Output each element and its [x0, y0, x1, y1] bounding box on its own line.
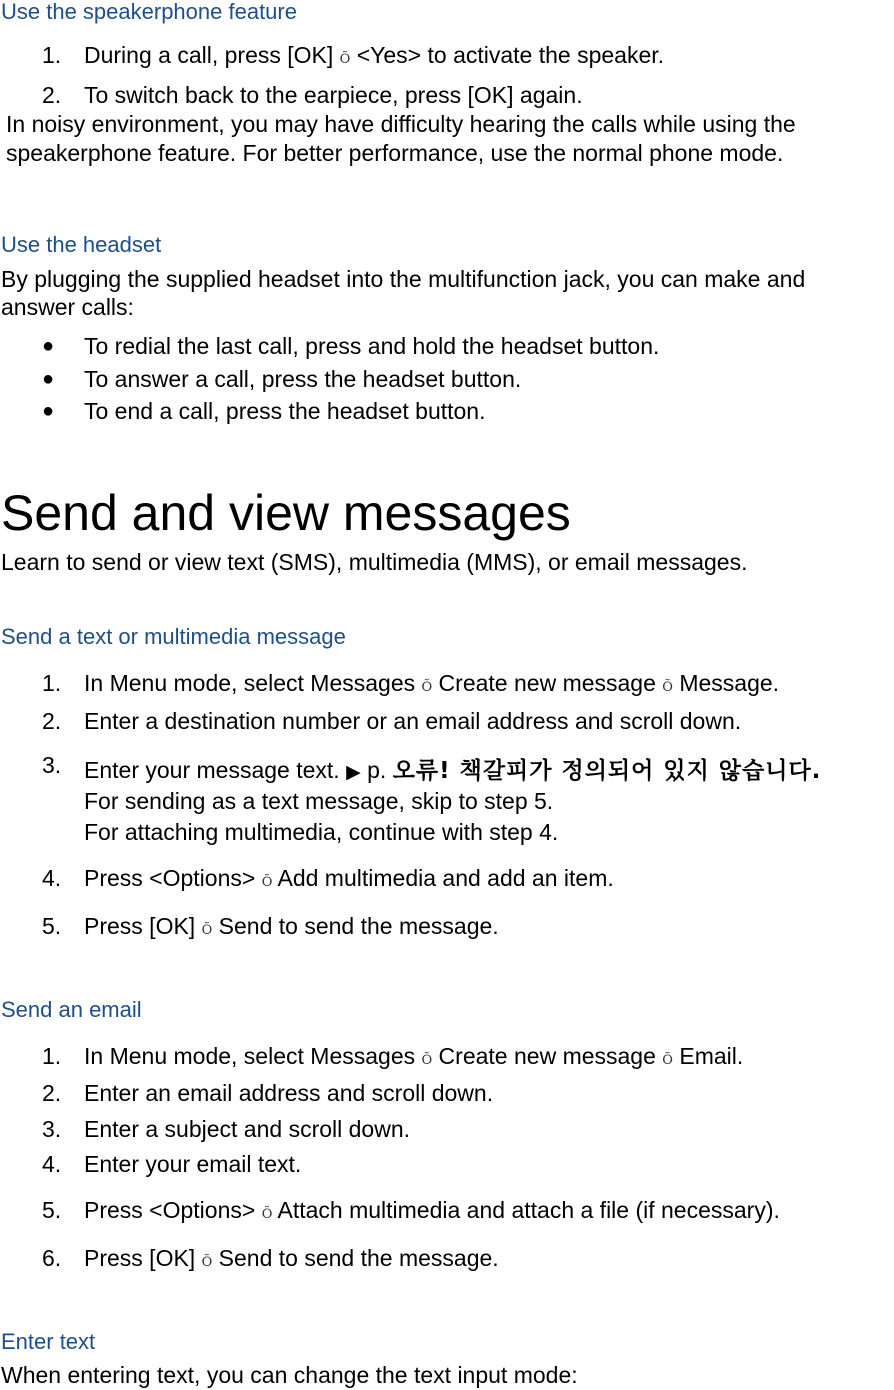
page-reference-label: p.	[360, 757, 393, 783]
headset-intro-line-2: answer calls:	[1, 294, 134, 320]
menu-arrow-icon: Õ	[662, 680, 673, 695]
step-text: During a call, press [OK]	[84, 42, 340, 68]
step-number: 2.	[42, 708, 62, 734]
step-text: <Yes> to activate the speaker.	[350, 42, 665, 68]
text-message-step-3-note-2: For attaching multimedia, continue with step 4.	[84, 819, 559, 845]
email-step-2: Enter an email address and scroll down.	[84, 1080, 494, 1106]
email-step-5	[84, 1197, 780, 1224]
text-message-step-3	[84, 752, 821, 785]
email-step-3: Enter a subject and scroll down.	[84, 1116, 411, 1142]
speakerphone-note-line-2: speakerphone feature. For better performance, use the normal phone mode.	[6, 140, 784, 166]
speakerphone-step-2: To switch back to the earpiece, press [OK] again.	[84, 82, 583, 108]
page-reference-icon: ▶	[346, 761, 361, 783]
step-text: Attach multimedia and attach a file (if necessary).	[272, 1197, 780, 1223]
bookmark-error-text: 오류! 책갈피가 정의되어 있지 않습니다.	[392, 758, 822, 784]
step-text: Create new message	[432, 1043, 663, 1069]
text-message-step-2: Enter a destination number or an email address and scroll down.	[84, 708, 742, 734]
email-step-4: Enter your email text.	[84, 1151, 302, 1177]
step-number: 5.	[42, 1197, 62, 1223]
speakerphone-heading: Use the speakerphone feature	[1, 0, 297, 24]
headset-bullet-2: To answer a call, press the headset button.	[84, 366, 522, 392]
step-number: 3.	[42, 1116, 62, 1142]
menu-arrow-icon: Õ	[201, 1255, 213, 1270]
menu-arrow-icon: Õ	[261, 875, 273, 890]
step-text: Send to send the message.	[212, 913, 499, 939]
email-step-6	[84, 1245, 499, 1272]
step-number: 4.	[42, 1151, 62, 1177]
headset-bullet-1: To redial the last call, press and hold the headset button.	[84, 333, 660, 359]
page-title: Send and view messages	[1, 485, 571, 541]
speakerphone-note-line-1: In noisy environment, you may have difficulty hearing the calls while using the	[6, 111, 796, 137]
headset-heading: Use the headset	[1, 232, 162, 257]
menu-arrow-icon: Õ	[421, 1053, 433, 1068]
enter-text-intro: When entering text, you can change the text input mode:	[1, 1362, 578, 1388]
step-number: 1.	[42, 670, 62, 696]
bullet-icon: ●	[42, 368, 55, 390]
step-number: 3.	[42, 752, 62, 778]
step-text: Email.	[672, 1043, 744, 1069]
headset-bullet-3: To end a call, press the headset button.	[84, 398, 486, 424]
step-text: Enter your message text.	[84, 757, 347, 783]
bullet-icon: ●	[42, 400, 55, 422]
step-number: 1.	[42, 1043, 62, 1069]
step-text: Press [OK]	[84, 1245, 202, 1271]
email-step-1	[84, 1043, 743, 1070]
step-number: 2.	[42, 1080, 62, 1106]
menu-arrow-icon: Õ	[662, 1053, 673, 1068]
step-number: 5.	[42, 913, 62, 939]
step-text: In Menu mode, select Messages	[84, 1043, 422, 1069]
headset-intro-line-1: By plugging the supplied headset into the multifunction jack, you can make and	[1, 266, 806, 292]
step-number: 6.	[42, 1245, 62, 1271]
email-heading: Send an email	[1, 997, 142, 1022]
step-number: 2.	[42, 82, 62, 108]
step-text: Press <Options>	[84, 865, 262, 891]
menu-arrow-icon: Õ	[261, 1207, 273, 1222]
text-message-step-1	[84, 670, 779, 697]
step-text: Create new message	[432, 670, 663, 696]
enter-text-heading: Enter text	[1, 1329, 96, 1354]
step-text: Press <Options>	[84, 1197, 262, 1223]
menu-arrow-icon: Õ	[339, 52, 351, 67]
step-text: Add multimedia and add an item.	[272, 865, 614, 891]
step-number: 1.	[42, 42, 62, 68]
text-message-step-5	[84, 913, 499, 940]
text-message-heading: Send a text or multimedia message	[1, 624, 346, 649]
text-message-step-3-note-1: For sending as a text message, skip to step 5.	[84, 788, 554, 814]
step-text: In Menu mode, select Messages	[84, 670, 422, 696]
speakerphone-step-1	[84, 42, 664, 69]
messages-intro: Learn to send or view text (SMS), multimedia (MMS), or email messages.	[1, 549, 748, 575]
step-text: Press [OK]	[84, 913, 202, 939]
menu-arrow-icon: Õ	[201, 923, 213, 938]
bullet-icon: ●	[42, 335, 55, 357]
step-text: Send to send the message.	[212, 1245, 499, 1271]
menu-arrow-icon: Õ	[421, 680, 433, 695]
step-text: Message.	[672, 670, 780, 696]
step-number: 4.	[42, 865, 62, 891]
text-message-step-4	[84, 865, 614, 892]
